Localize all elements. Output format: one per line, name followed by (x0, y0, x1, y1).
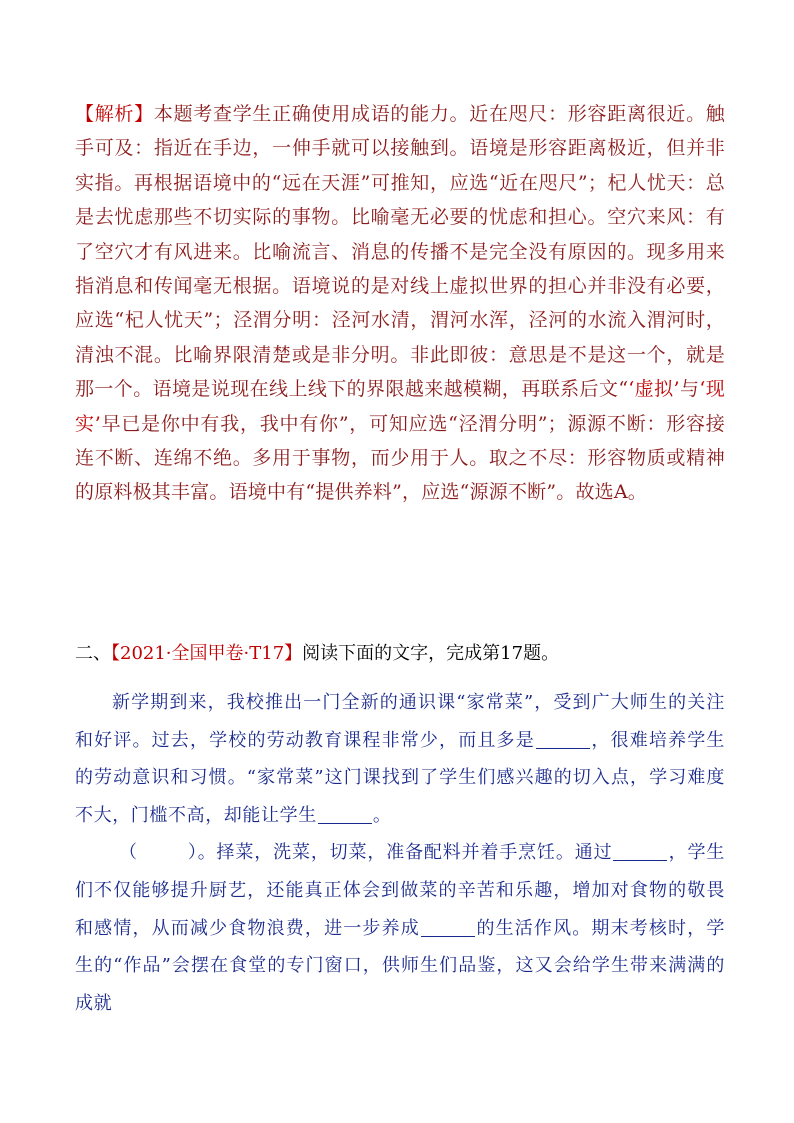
passage-text: 的生活作风。期末考核时，学生的“作品”会摆在食堂的专门窗口，供师生们品鉴，这又会给学生带来满满的成就 (75, 917, 725, 1014)
analysis-text-mid: 与 (679, 378, 700, 401)
analysis-tag: 【解析】 (75, 103, 154, 125)
passage-paragraph-2 (75, 834, 725, 1022)
analysis-text-part2: 早已是你中有我，我中有你”，可知应选“泾渭分明”；源源不断：形容接连不断、连绵不绝。多用于事物，而少用于人。取之不尽：形容物质或精神的原料极其丰富。语境中有“提供养料”，应选“源源不断”。故选A。 (75, 412, 725, 504)
passage-paragraph-1 (75, 684, 725, 834)
fill-blank (536, 730, 590, 749)
question-heading (75, 637, 725, 671)
analysis-paragraph (75, 97, 725, 510)
passage-text: ）。择菜，洗菜，切菜，准备配料并着手烹饪。通过 (187, 842, 613, 864)
fill-blank (613, 842, 667, 861)
fill-blank (421, 918, 475, 937)
passage-text: ，学生们不仅能够提升厨艺，还能真正体会到做菜的辛苦和乐趣，增加对食物的敬畏和感情，从而减少食物浪费，进一步养成 (75, 842, 725, 939)
question-number: 二、 (75, 643, 111, 664)
analysis-quote-virtual: ‘虚拟’ (628, 378, 680, 401)
question-instruction: 阅读下面的文字，完成第17题。 (302, 643, 560, 664)
analysis-quote-real: ‘现实’ (75, 378, 725, 435)
analysis-text-part1: 本题考查学生正确使用成语的能力。近在咫尺：形容距离很近。触手可及：指近在手边，一伸手就可以接触到。语境是形容距离极近，但并非实指。再根据语境中的“远在天涯”可推知，应选“近在咫尺”；杞人忧天：总是去忧虑那些不切实际的事物。比喻毫无必要的忧虑和担心。空穴来风：有了空穴才有风进来。比喻流言、消息的传播不是完全没有原因的。现多用来指消息和传闻毫无根据。语境说的是对线上虚拟世界的担心并非没有必要，应选“杞人忧天”；泾渭分明：泾河水清，渭河水浑，泾河的水流入渭河时，清浊不混。比喻界限清楚或是非分明。非此即彼：意思是不是这一个，就是那一个。语境是说现在线上线下的界限越来越模糊，再联系后文“ (75, 103, 725, 401)
passage-text: 。 (372, 804, 392, 826)
sentence-slot-paren: （ (119, 842, 138, 864)
fill-blank (318, 805, 372, 824)
passage-text: ，很难培养学生的劳动意识和习惯。“家常菜”这门课找到了学生们感兴趣的切入点，学习难度不大，门槛不高，却能让学生 (75, 729, 726, 826)
reading-passage (75, 684, 725, 1022)
question-source: 【2021·全国甲卷·T17】 (111, 643, 303, 664)
passage-text: 新学期到来，我校推出一门全新的通识课“家常菜”，受到广大师生的关注和好评。过去，学校的劳动教育课程非常少，而且多是 (75, 692, 725, 751)
